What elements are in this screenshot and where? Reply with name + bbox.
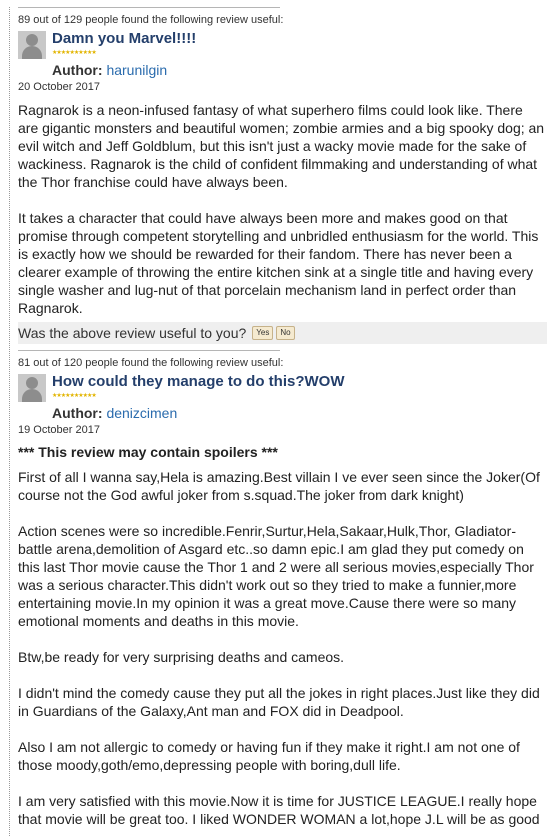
- avatar-icon[interactable]: [18, 31, 46, 59]
- review-paragraph: I didn't mind the comedy cause they put all the jokes in right places.Just like they did in Guardians of the Galaxy,Ant man and FOX did in Deadpool.: [18, 685, 540, 719]
- useful-count: 89 out of 129 people found the following review useful:: [18, 14, 284, 26]
- avatar-icon[interactable]: [18, 374, 46, 402]
- review-header: [18, 30, 546, 78]
- review-title: Damn you Marvel!!!!: [52, 30, 197, 47]
- review-2: [0, 357, 556, 828]
- review-paragraph: Action scenes were so incredible.Fenrir,Surtur,Hela,Sakaar,Hulk,Thor, Gladiator-battle arena,demolition of Asgard etc..so damn epic.I am glad they put comedy on this last Thor movie cause the Thor 1 and 2 were all serious movies,especially Thor was a serious character.This didn't work out so they tried to make a funnier,more entertaining movie.In my opinion it was a great move.Cause there were so many emotional moments and deaths in this movie.: [18, 523, 534, 629]
- vote-yes-button[interactable]: Yes: [252, 326, 273, 340]
- spoiler-warning: *** This review may contain spoilers ***: [18, 444, 278, 460]
- review-header: [18, 373, 546, 421]
- review-paragraph: First of all I wanna say,Hela is amazing.Best villain I ve ever seen since the Joker(Of course not the God awful joker from s.squad.The joker from dark knight): [18, 469, 540, 503]
- vote-question: Was the above review useful to you?: [18, 325, 247, 341]
- review-date: 19 October 2017: [18, 424, 100, 436]
- review-text: [18, 468, 546, 828]
- author-line: [52, 62, 196, 78]
- review-paragraph: It takes a character that could have always been more and makes good on that promise through competent storytelling and unbridled enthusiasm for the world. This is exactly how we should be rewarded for their fandom. There has never been a clearer example of throwing the entire kitchen sink at a single title and having every single washer and lug-nut of that porcelain mechanism land in perfect order than Ragnarok.: [18, 210, 539, 316]
- review-divider: [18, 350, 280, 351]
- review-text: [18, 101, 546, 317]
- review-paragraph: I am very satisfied with this movie.Now it is time for JUSTICE LEAGUE.I really hope that movie will be great too. I liked WONDER WOMAN a lot,hope J.L will be as good: [18, 793, 540, 827]
- review-divider: [18, 7, 280, 8]
- review-paragraph: Ragnarok is a neon-infused fantasy of what superhero films could look like. There are gigantic monsters and beautiful women; zombie armies and a big spooky dog; an evil witch and Jeff Goldblum, but this isn't just a wacky movie made for the sake of wackiness. Ragnarok is the child of confident filmmaking and understanding of what the Thor franchise could have always been.: [18, 102, 545, 190]
- reviews-page: [0, 7, 556, 836]
- review-date: 20 October 2017: [18, 81, 100, 93]
- author-link[interactable]: harunilgin: [106, 62, 168, 78]
- author-link[interactable]: denizcimen: [106, 405, 178, 421]
- rating-stars-icon: ★★★★★★★★★★: [52, 50, 96, 56]
- author-line: [52, 405, 345, 421]
- author-label: Author:: [52, 62, 103, 78]
- useful-count: 81 out of 120 people found the following review useful:: [18, 357, 284, 369]
- review-1: [0, 14, 556, 344]
- review-paragraph: Also I am not allergic to comedy or having fun if they make it right.I am not one of those moody,goth/emo,depressing people with boring,dull life.: [18, 739, 520, 773]
- author-label: Author:: [52, 405, 103, 421]
- review-title: How could they manage to do this?WOW: [52, 373, 345, 390]
- review-paragraph: Btw,be ready for very surprising deaths and cameos.: [18, 649, 345, 665]
- vote-no-button[interactable]: No: [276, 326, 294, 340]
- vote-bar: [18, 322, 547, 344]
- rating-stars-icon: ★★★★★★★★★★: [52, 393, 96, 399]
